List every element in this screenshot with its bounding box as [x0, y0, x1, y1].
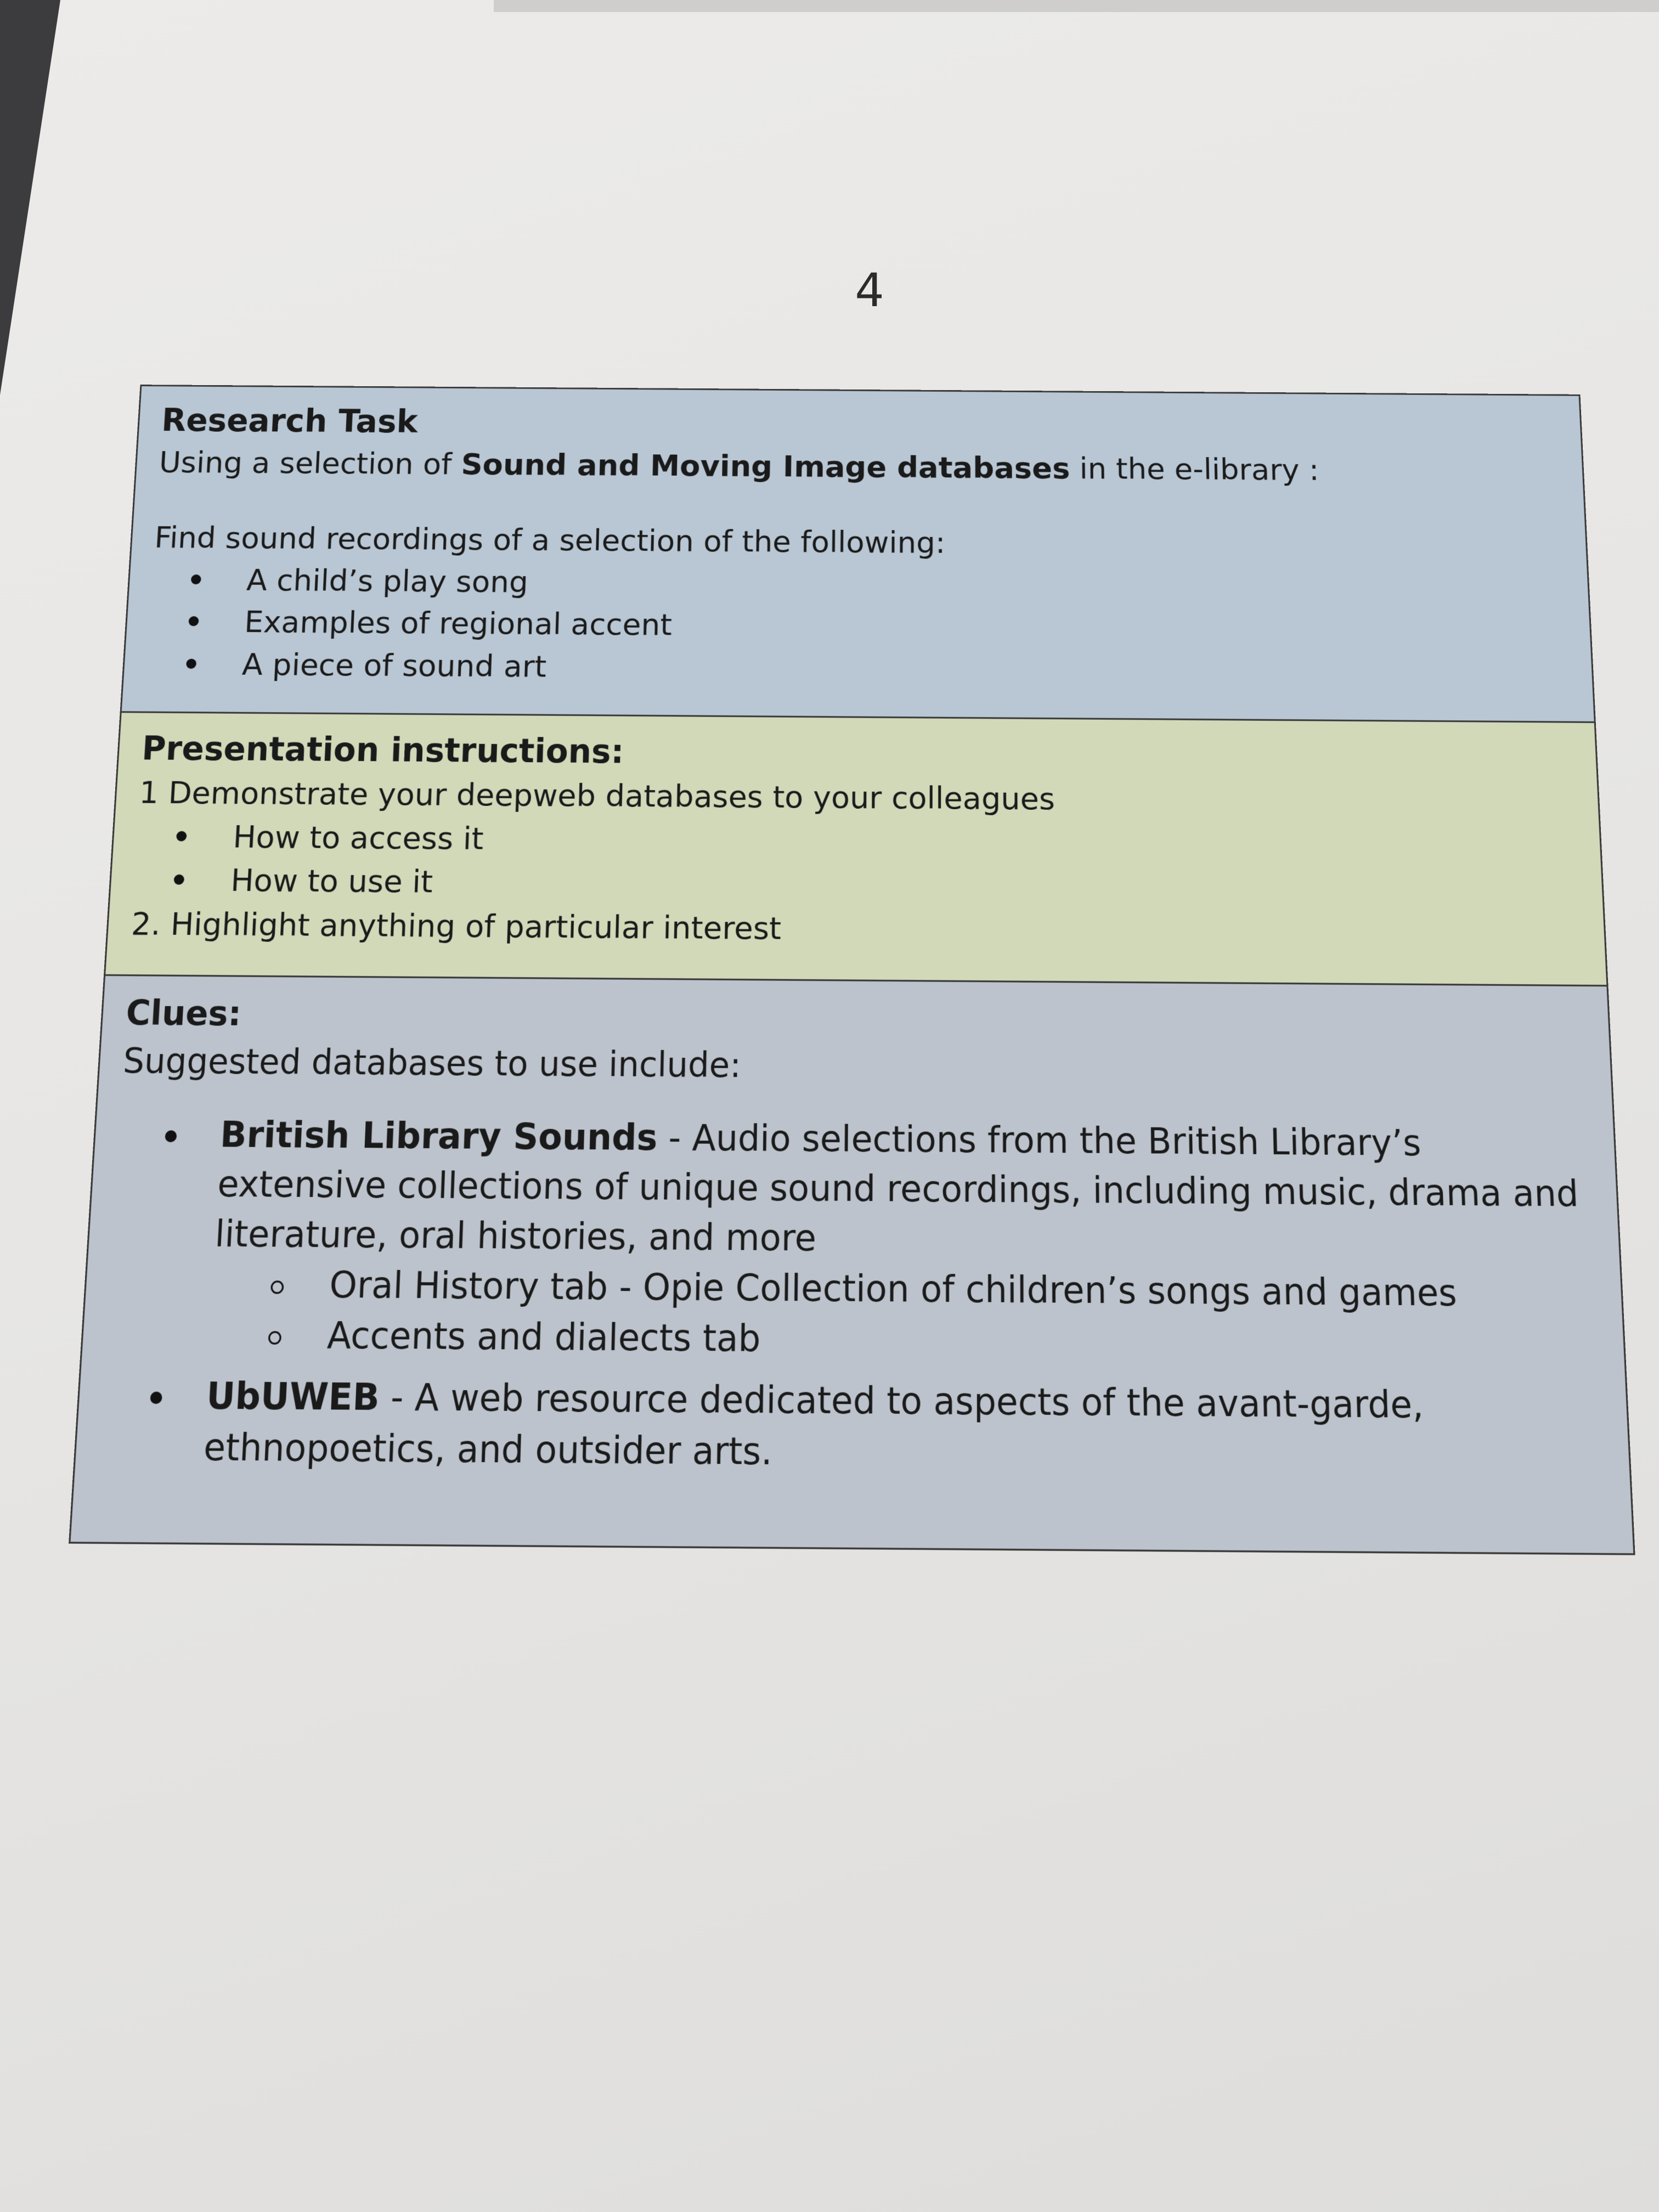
database-item — [153, 1110, 1601, 1370]
page-number: 4 — [855, 263, 884, 317]
database-description: - Audio selections from the British Library’s extensive collections of unique sound recordings, including music, drama and literature, oral histories, and more — [213, 1117, 1579, 1260]
research-item-list — [146, 558, 1571, 695]
database-sub-item: Accents and dialects tab — [267, 1310, 1601, 1370]
clues-section — [71, 976, 1634, 1554]
research-item: Examples of regional accent — [188, 601, 1568, 652]
presentation-step-1: 1 Demonstrate your deepweb databases to your colleagues — [138, 775, 1056, 817]
presentation-sub-item: How to access it — [175, 815, 1578, 868]
database-name: British Library Sounds — [219, 1114, 658, 1159]
background-shadow — [0, 0, 60, 395]
presentation-section — [105, 713, 1606, 986]
research-intro-text: Using a selection of — [158, 445, 462, 482]
presentation-step-2: 2. Highlight anything of particular interest — [130, 905, 782, 947]
clues-heading: Clues: — [125, 992, 242, 1034]
presentation-heading: Presentation instructions: — [140, 729, 625, 771]
research-intro-bold: Sound and Moving Image databases — [460, 447, 1070, 486]
presentation-sub-item: How to use it — [173, 859, 1581, 912]
research-task-section — [122, 386, 1594, 723]
database-description: - A web resource dedicated to aspects of the avant-garde, ethnopoetics, and outsider arts. — [202, 1376, 1424, 1474]
database-item — [146, 1371, 1606, 1484]
database-sub-item: Oral History tab - Opie Collection of children’s songs and games — [270, 1260, 1599, 1319]
presentation-sub-list — [133, 815, 1581, 912]
bullet-icon — [150, 1392, 162, 1404]
research-item: A piece of sound art — [185, 643, 1570, 695]
database-list — [99, 1110, 1606, 1484]
database-name: UbUWEB — [205, 1375, 381, 1420]
task-table — [69, 385, 1635, 1555]
clues-intro: Suggested databases to use include: — [122, 1041, 742, 1086]
research-task-heading: Research Task — [160, 402, 419, 440]
research-intro-end: in the e-library : — [1070, 452, 1320, 488]
research-find-line: Find sound recordings of a selection of the following: — [153, 520, 946, 560]
paper-edge — [494, 0, 1659, 12]
task-table-border — [69, 385, 1635, 1555]
database-sub-list — [208, 1260, 1601, 1370]
research-item: A child’s play song — [190, 559, 1566, 611]
bullet-icon — [165, 1131, 177, 1143]
